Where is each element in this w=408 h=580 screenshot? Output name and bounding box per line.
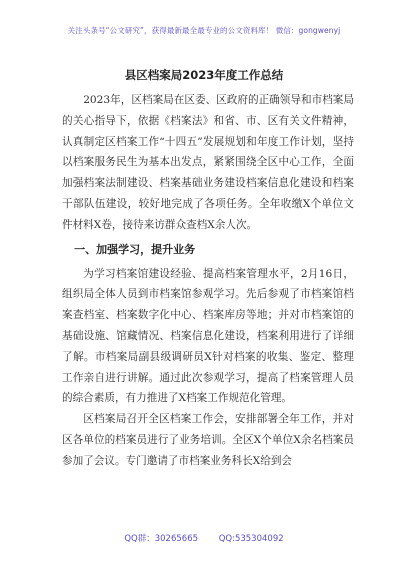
body-paragraph: 为学习档案馆建设经验、提高档案管理水平，2月16日，组织局全体人员到市档案馆参观学习。先后参观了市档案馆档案查档室、档案数字化中心、档案库房等地；并对市档案馆的基础设施、馆藏情况、档案信息化建设，档案利用进行了详细了解。市档案局副县级调研员X针对档案的收集、鉴定、整理工作亲自进行讲解。通过此次参观学习，提高了档案管理人员的综合素质，有力推进了X档案工作规范化管理。	[62, 267, 354, 405]
contact-footer	[0, 532, 408, 544]
qq-contact: QQ:535304092	[218, 534, 284, 544]
qq-group: QQ群：30265665	[124, 534, 199, 544]
intro-paragraph: 2023年，区档案局在区委、区政府的正确领导和市档案局的关心指导下，依据《档案法》和省、市、区有关文件精神，认真制定区档案工作“十四五”发展规划和年度工作计划，坚持以档案服务民生为基本出发点，紧紧围绕全区中心工作，全面加强档案法制建设、档案基础业务建设档案信息化建设和档案干部队伍建设，较好地完成了各项任务。全年收缴X个单位文件材料X卷，接待来访群众查档X余人次。	[62, 94, 354, 231]
section-heading: 一、加强学习，提升业务	[74, 242, 196, 256]
promo-banner: 关注头条号“公文研究”，获得最新最全最专业的公文资料库！ 微信：gongwenyj	[67, 26, 341, 35]
document-body	[62, 90, 354, 472]
body-paragraph: 区档案局召开全区档案工作会，安排部署全年工作，并对区各单位的档案员进行了业务培训。全区X个单位X余名档案员参加了会议。专门邀请了市档案业务科长X给到会	[62, 413, 354, 467]
document-title: 县区档案局2023年度工作总结	[124, 68, 284, 82]
